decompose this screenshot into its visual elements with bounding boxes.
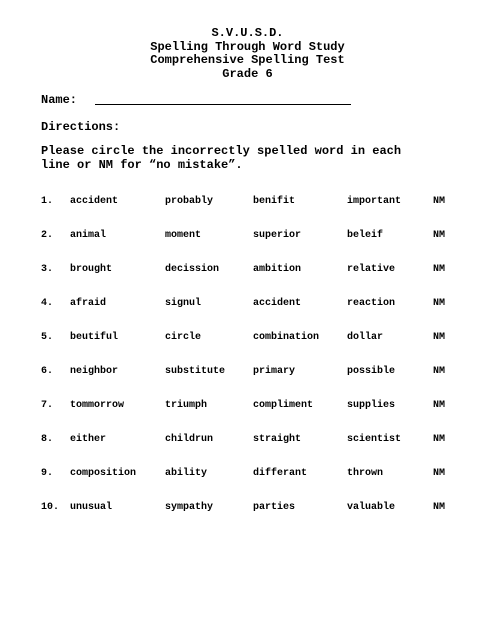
question-number: 5. bbox=[41, 332, 54, 343]
word-option[interactable]: parties bbox=[253, 502, 296, 513]
instructions-text bbox=[41, 145, 461, 172]
no-mistake-option[interactable]: NM bbox=[433, 468, 446, 479]
word-option[interactable]: signul bbox=[165, 298, 202, 309]
no-mistake-option[interactable]: NM bbox=[433, 366, 446, 377]
word-option[interactable]: animal bbox=[70, 230, 107, 241]
word-option[interactable]: either bbox=[70, 434, 107, 445]
word-option[interactable]: dollar bbox=[347, 332, 384, 343]
word-option[interactable]: ability bbox=[165, 468, 208, 479]
word-option[interactable]: benifit bbox=[253, 196, 296, 207]
question-number: 7. bbox=[41, 400, 54, 411]
no-mistake-option[interactable]: NM bbox=[433, 434, 446, 445]
question-row bbox=[0, 230, 495, 264]
word-option[interactable]: moment bbox=[165, 230, 202, 241]
name-field-line[interactable] bbox=[95, 104, 351, 105]
word-option[interactable]: scientist bbox=[347, 434, 402, 445]
no-mistake-option[interactable]: NM bbox=[433, 298, 446, 309]
word-option[interactable]: primary bbox=[253, 366, 296, 377]
question-number: 4. bbox=[41, 298, 54, 309]
instructions-line-1: Please circle the incorrectly spelled word in each bbox=[41, 144, 402, 158]
question-row bbox=[0, 400, 495, 434]
question-number: 6. bbox=[41, 366, 54, 377]
instructions-line-2: line or NM for “no mistake”. bbox=[41, 157, 243, 172]
district-name: S.V.U.S.D. bbox=[211, 26, 284, 40]
word-option[interactable]: composition bbox=[70, 468, 137, 479]
name-label: Name: bbox=[41, 93, 78, 107]
no-mistake-option[interactable]: NM bbox=[433, 264, 446, 275]
question-row bbox=[0, 434, 495, 468]
word-option[interactable]: brought bbox=[70, 264, 113, 275]
word-option[interactable]: unusual bbox=[70, 502, 113, 513]
question-list bbox=[0, 196, 495, 536]
no-mistake-option[interactable]: NM bbox=[433, 230, 446, 241]
word-option[interactable]: possible bbox=[347, 366, 396, 377]
word-option[interactable]: thrown bbox=[347, 468, 384, 479]
word-option[interactable]: combination bbox=[253, 332, 320, 343]
no-mistake-option[interactable]: NM bbox=[433, 332, 446, 343]
question-number: 8. bbox=[41, 434, 54, 445]
word-option[interactable]: straight bbox=[253, 434, 302, 445]
question-row bbox=[0, 366, 495, 400]
word-option[interactable]: reaction bbox=[347, 298, 396, 309]
no-mistake-option[interactable]: NM bbox=[433, 502, 446, 513]
question-row bbox=[0, 332, 495, 366]
word-option[interactable]: beutiful bbox=[70, 332, 119, 343]
no-mistake-option[interactable]: NM bbox=[433, 196, 446, 207]
word-option[interactable]: childrun bbox=[165, 434, 214, 445]
word-option[interactable]: circle bbox=[165, 332, 202, 343]
question-row bbox=[0, 298, 495, 332]
word-option[interactable]: afraid bbox=[70, 298, 107, 309]
word-option[interactable]: beleif bbox=[347, 230, 384, 241]
no-mistake-option[interactable]: NM bbox=[433, 400, 446, 411]
question-number: 1. bbox=[41, 196, 54, 207]
word-option[interactable]: relative bbox=[347, 264, 396, 275]
worksheet-header bbox=[0, 27, 495, 81]
program-title: Spelling Through Word Study bbox=[150, 39, 345, 54]
word-option[interactable]: differant bbox=[253, 468, 308, 479]
question-row bbox=[0, 264, 495, 298]
word-option[interactable]: ambition bbox=[253, 264, 302, 275]
directions-label: Directions: bbox=[41, 120, 121, 134]
word-option[interactable]: valuable bbox=[347, 502, 396, 513]
question-number: 3. bbox=[41, 264, 54, 275]
word-option[interactable]: sympathy bbox=[165, 502, 214, 513]
test-title: Comprehensive Spelling Test bbox=[150, 53, 345, 67]
word-option[interactable]: probably bbox=[165, 196, 214, 207]
word-option[interactable]: compliment bbox=[253, 400, 314, 411]
grade-level: Grade 6 bbox=[222, 66, 273, 81]
word-option[interactable]: tommorrow bbox=[70, 400, 125, 411]
word-option[interactable]: accident bbox=[253, 298, 302, 309]
word-option[interactable]: triumph bbox=[165, 400, 208, 411]
word-option[interactable]: supplies bbox=[347, 400, 396, 411]
word-option[interactable]: decission bbox=[165, 264, 220, 275]
word-option[interactable]: superior bbox=[253, 230, 302, 241]
question-number: 10. bbox=[41, 502, 60, 513]
word-option[interactable]: important bbox=[347, 196, 402, 207]
question-number: 9. bbox=[41, 468, 54, 479]
question-row bbox=[0, 502, 495, 536]
question-row bbox=[0, 196, 495, 230]
word-option[interactable]: neighbor bbox=[70, 366, 119, 377]
word-option[interactable]: substitute bbox=[165, 366, 226, 377]
word-option[interactable]: accident bbox=[70, 196, 119, 207]
question-row bbox=[0, 468, 495, 502]
question-number: 2. bbox=[41, 230, 54, 241]
